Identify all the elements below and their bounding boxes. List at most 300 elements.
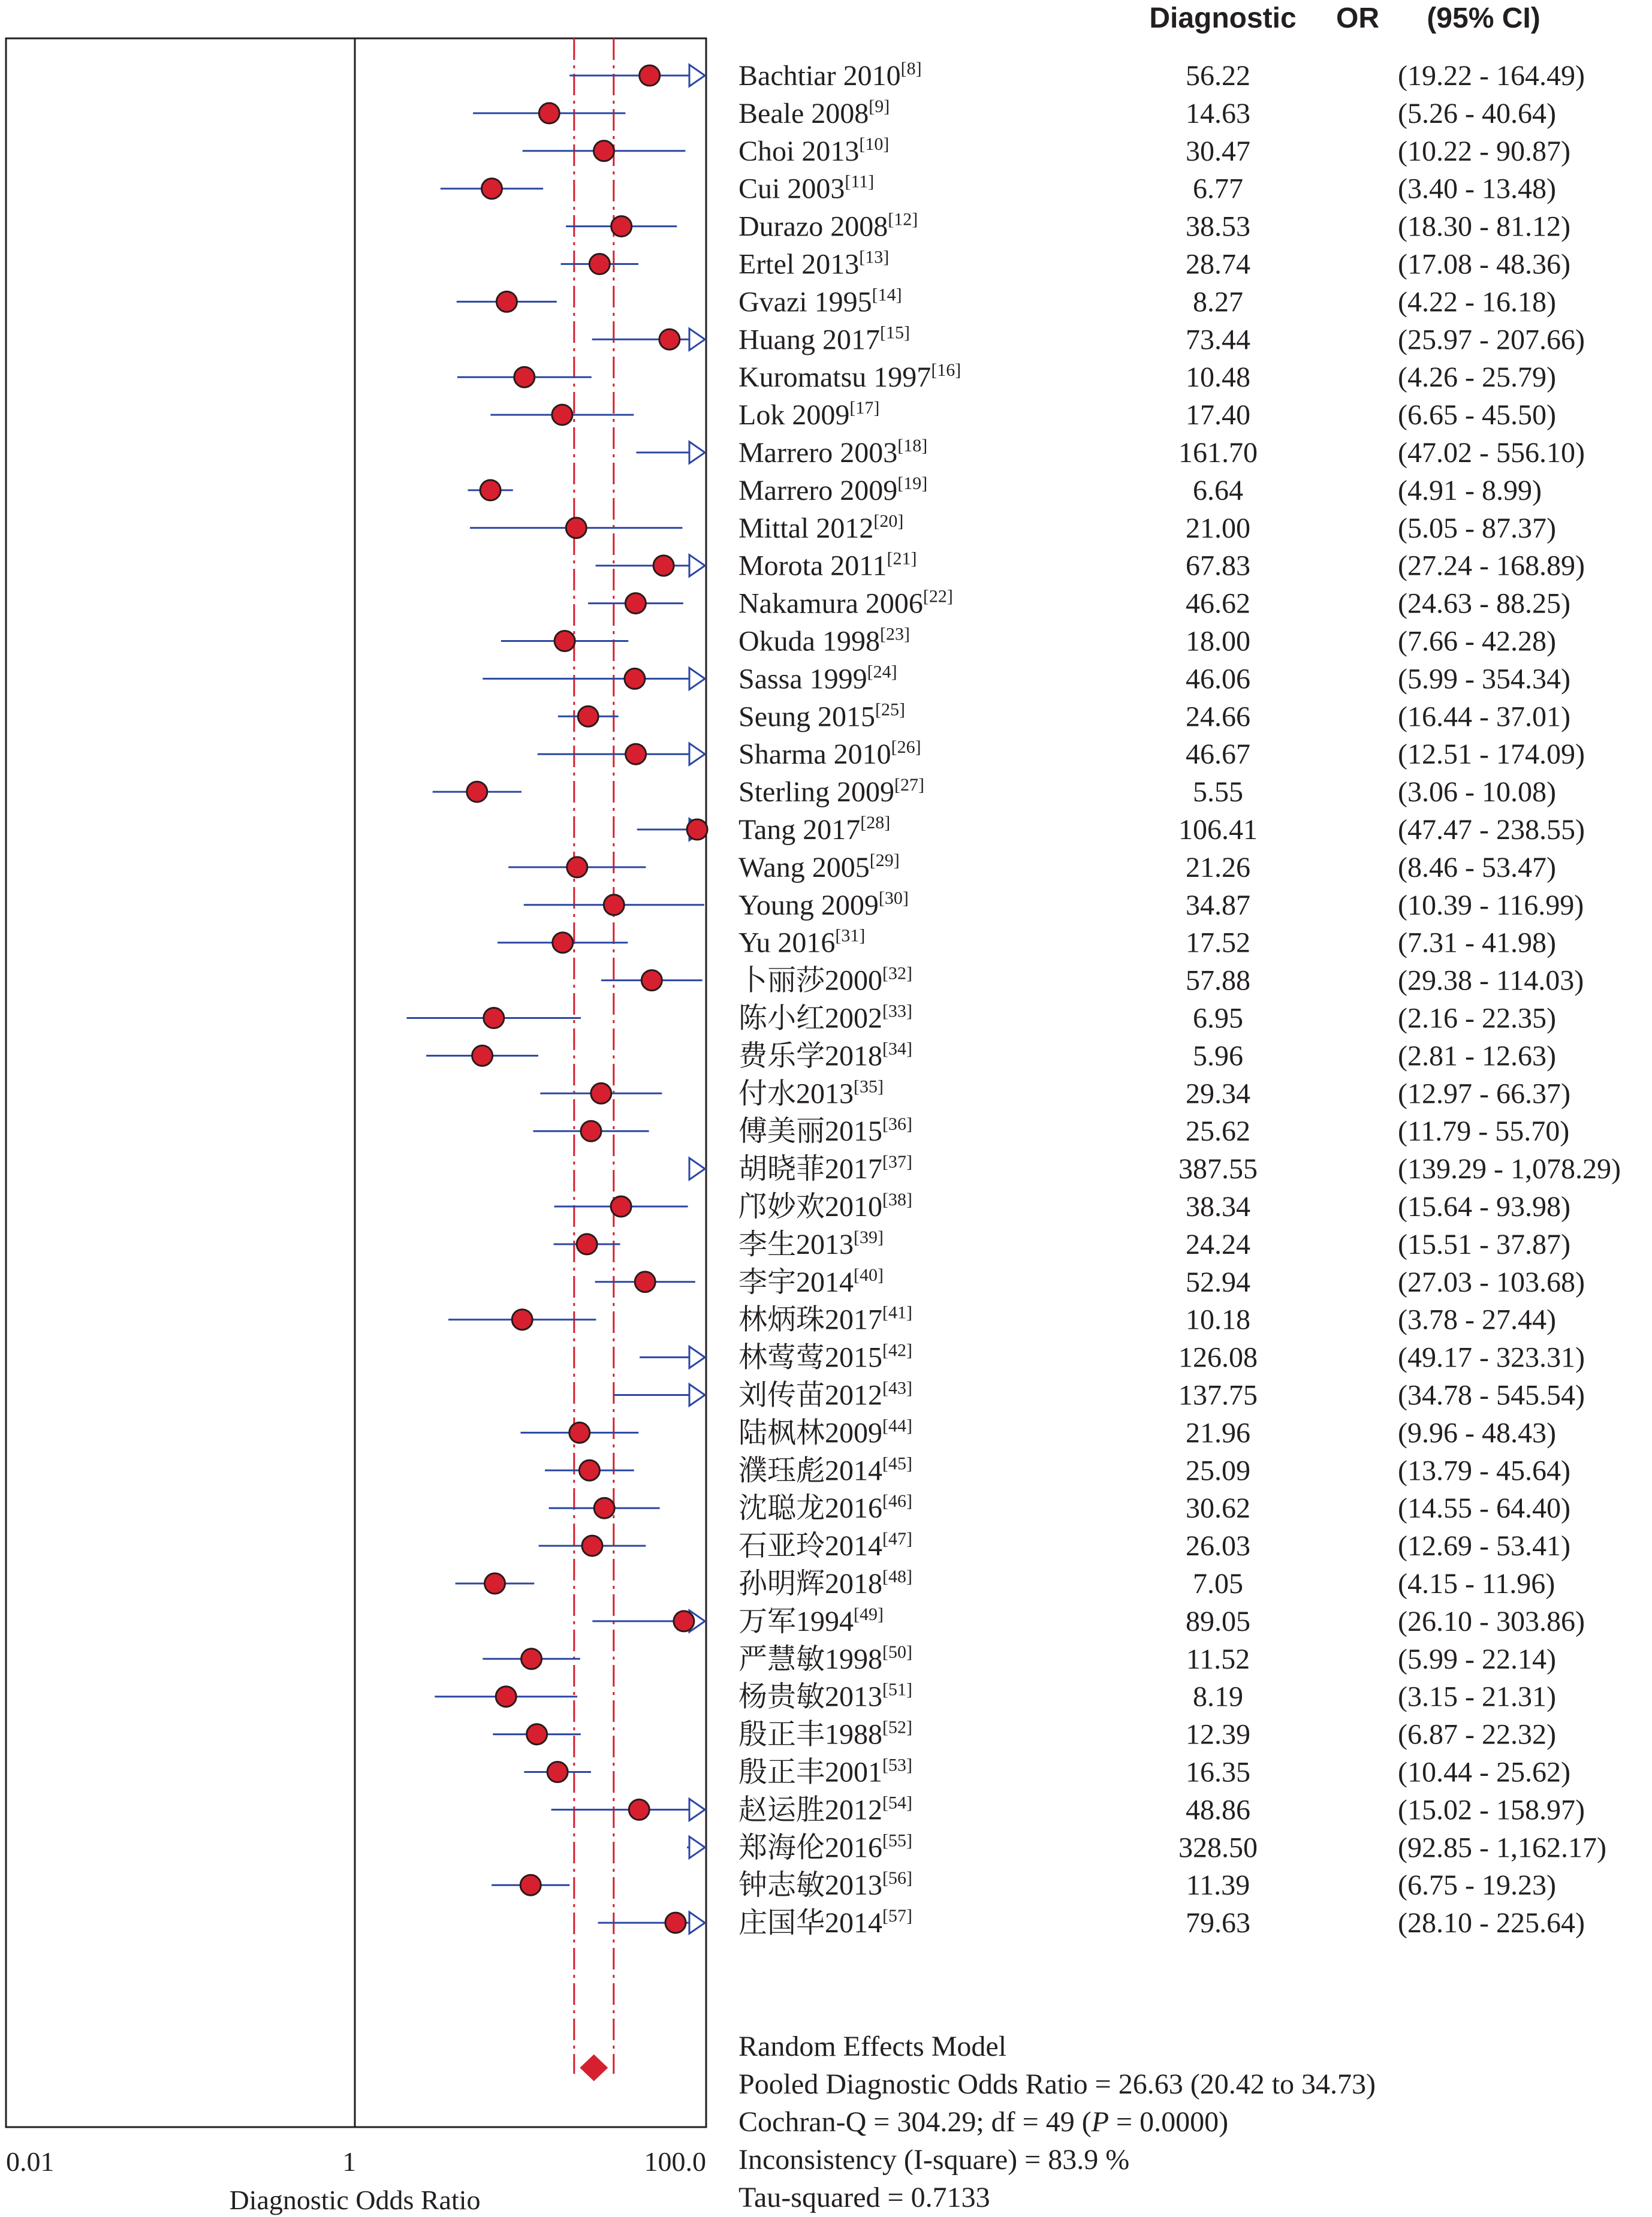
- study-row: [738, 322, 1585, 355]
- summary-pooled: Pooled Diagnostic Odds Ratio = 26.63 (20.42 to 34.73): [738, 2068, 1376, 2100]
- study-reference: [54]: [882, 1793, 912, 1813]
- study-row: [738, 775, 1556, 808]
- study-row: [738, 1529, 1570, 1562]
- point-estimate: [569, 1422, 590, 1443]
- study-mark: [524, 1762, 591, 1782]
- header-ci: (95% CI): [1427, 2, 1541, 34]
- study-or: 21.96: [1186, 1417, 1250, 1449]
- study-ci: (4.22 - 16.18): [1398, 286, 1556, 318]
- study-ci: (14.55 - 64.40): [1398, 1492, 1570, 1525]
- ci-overflow-arrow: [689, 555, 705, 577]
- study-name: [738, 1379, 912, 1411]
- study-or: 48.86: [1186, 1794, 1250, 1826]
- study-ci: (15.51 - 37.87): [1398, 1228, 1570, 1260]
- study-or: 16.35: [1186, 1756, 1250, 1788]
- study-ci: (12.51 - 174.09): [1398, 738, 1585, 771]
- pooled-diamond: [581, 2055, 607, 2080]
- point-estimate: [591, 1083, 611, 1103]
- study-name: [738, 96, 890, 129]
- study-row: [738, 1416, 1556, 1449]
- study-name: [738, 1453, 912, 1486]
- study-row: [738, 587, 1570, 620]
- study-reference: [35]: [854, 1076, 884, 1097]
- study-name: [738, 1793, 912, 1826]
- study-reference: [57]: [882, 1906, 912, 1926]
- point-estimate: [553, 933, 573, 953]
- study-row: [738, 813, 1585, 846]
- study-name: [738, 699, 905, 732]
- study-or: 52.94: [1186, 1266, 1250, 1298]
- study-name: [738, 549, 917, 582]
- study-mark: [492, 1875, 569, 1895]
- study-name: [738, 1114, 912, 1147]
- study-ci: (92.85 - 1,162.17): [1398, 1832, 1606, 1864]
- summary-cochran-suffix: = 0.0000): [1109, 2106, 1229, 2138]
- header-diagnostic: Diagnostic: [1149, 2, 1297, 34]
- study-name-text: Lok 2009: [738, 399, 850, 432]
- study-name: [738, 210, 918, 243]
- study-name: [738, 134, 889, 167]
- study-ci: (17.08 - 48.36): [1398, 248, 1570, 280]
- study-row: [738, 964, 1584, 997]
- study-row: [738, 1491, 1570, 1524]
- ci-overflow-arrow: [689, 328, 705, 350]
- study-name: [738, 322, 910, 355]
- study-name-text: Wang 2005: [738, 851, 870, 883]
- study-reference: [22]: [923, 586, 953, 607]
- point-estimate: [582, 1536, 602, 1556]
- study-name: [738, 1567, 912, 1600]
- x-tick-label: 1: [342, 2146, 357, 2177]
- point-estimate: [496, 1687, 516, 1707]
- study-name: [738, 1002, 912, 1034]
- study-reference: [56]: [882, 1868, 912, 1889]
- study-name-text: 傅美丽2015: [738, 1115, 883, 1148]
- study-or: 106.41: [1178, 814, 1258, 846]
- study-or: 7.05: [1193, 1568, 1243, 1600]
- study-name: [738, 1265, 884, 1298]
- study-reference: [11]: [845, 171, 875, 192]
- study-reference: [20]: [873, 511, 904, 531]
- study-mark: [588, 593, 683, 614]
- study-name: [738, 850, 900, 883]
- study-mark: [549, 1498, 660, 1518]
- study-or: 18.00: [1186, 625, 1250, 657]
- x-tick-label: 0.01: [6, 2146, 55, 2177]
- study-ci: (25.97 - 207.66): [1398, 324, 1585, 356]
- study-mark: [501, 631, 629, 651]
- study-name: [738, 473, 927, 506]
- study-reference: [21]: [887, 548, 917, 569]
- study-row: [738, 1718, 1556, 1751]
- study-reference: [44]: [882, 1416, 912, 1436]
- study-name-text: 邝妙欢2010: [738, 1191, 883, 1223]
- point-estimate: [640, 65, 660, 86]
- study-name-text: Sassa 1999: [738, 663, 867, 695]
- ci-overflow-arrow: [689, 668, 705, 689]
- x-axis: [6, 2146, 706, 2215]
- study-ci: (8.46 - 53.47): [1398, 851, 1556, 883]
- study-or: 6.77: [1193, 173, 1243, 205]
- study-ci: (6.87 - 22.32): [1398, 1718, 1556, 1751]
- study-name-text: 石亚玲2014: [738, 1530, 883, 1563]
- study-or: 46.62: [1186, 587, 1250, 620]
- study-name-text: 陈小红2002: [738, 1002, 883, 1034]
- point-estimate: [581, 1121, 601, 1141]
- study-mark: [441, 179, 543, 199]
- point-estimate: [635, 1272, 655, 1292]
- study-name: [738, 888, 909, 921]
- study-ci: (12.97 - 66.37): [1398, 1078, 1570, 1110]
- study-or: 11.39: [1186, 1869, 1250, 1902]
- study-mark: [561, 254, 638, 275]
- point-estimate: [566, 518, 586, 538]
- study-or: 126.08: [1178, 1341, 1258, 1374]
- study-or: 14.63: [1186, 97, 1250, 129]
- study-or: 89.05: [1186, 1605, 1250, 1637]
- study-name: [738, 1227, 884, 1260]
- study-name-text: 林炳珠2017: [738, 1304, 883, 1336]
- study-name: [738, 1303, 912, 1336]
- study-reference: [27]: [894, 775, 924, 795]
- study-reference: [36]: [882, 1114, 912, 1135]
- study-name: [738, 398, 879, 431]
- study-mark: [569, 65, 705, 86]
- point-estimate: [485, 1573, 505, 1594]
- study-ci: (9.96 - 48.43): [1398, 1417, 1556, 1449]
- study-ci: (2.81 - 12.63): [1398, 1040, 1556, 1072]
- study-or: 8.19: [1193, 1681, 1243, 1713]
- summary-statistics: [738, 2031, 1376, 2213]
- study-ci: (3.78 - 27.44): [1398, 1304, 1556, 1336]
- study-mark: [558, 706, 619, 726]
- point-estimate: [579, 1460, 599, 1480]
- study-or: 34.87: [1186, 889, 1250, 921]
- study-ci: (3.40 - 13.48): [1398, 173, 1556, 205]
- study-row: [738, 699, 1570, 732]
- point-estimate: [521, 1649, 542, 1669]
- study-name: [738, 1491, 912, 1524]
- study-reference: [30]: [878, 888, 909, 908]
- point-estimate: [520, 1875, 541, 1895]
- column-header: [1149, 2, 1540, 34]
- summary-model: Random Effects Model: [738, 2031, 1007, 2062]
- study-reference: [45]: [882, 1453, 912, 1474]
- study-reference: [53]: [882, 1755, 912, 1775]
- study-name: [738, 625, 910, 657]
- study-name-text: Morota 2011: [738, 550, 887, 582]
- study-name-text: 赵运胜2012: [738, 1794, 883, 1826]
- study-row: [738, 1114, 1569, 1147]
- study-mark: [483, 1649, 580, 1669]
- study-mark: [637, 442, 706, 463]
- study-name: [738, 1190, 912, 1223]
- study-ci: (18.30 - 81.12): [1398, 210, 1570, 243]
- study-name: [738, 1718, 912, 1751]
- study-reference: [12]: [888, 209, 918, 230]
- study-ci: (26.10 - 303.86): [1398, 1605, 1585, 1637]
- study-reference: [43]: [882, 1378, 912, 1398]
- study-reference: [13]: [859, 247, 890, 267]
- point-estimate: [641, 970, 662, 991]
- study-name: [738, 436, 927, 469]
- study-reference: [51]: [882, 1679, 912, 1700]
- summary-cochran: [738, 2106, 1228, 2138]
- study-row: [738, 1341, 1585, 1374]
- study-name-text: 郑海伦2016: [738, 1832, 883, 1864]
- study-or: 25.09: [1186, 1455, 1250, 1487]
- study-name-text: Sterling 2009: [738, 776, 894, 809]
- point-estimate: [547, 1762, 568, 1782]
- study-row: [738, 1303, 1556, 1336]
- study-reference: [55]: [882, 1830, 912, 1851]
- point-estimate: [665, 1913, 686, 1933]
- point-estimate: [625, 593, 646, 614]
- point-estimate: [480, 480, 501, 500]
- study-row: [738, 1190, 1570, 1223]
- x-axis-title: Diagnostic Odds Ratio: [229, 2185, 481, 2215]
- study-name-text: Sharma 2010: [738, 738, 891, 771]
- study-mark: [566, 216, 677, 237]
- study-name-text: Kuromatsu 1997: [738, 361, 931, 394]
- study-reference: [38]: [882, 1190, 912, 1209]
- point-estimate: [674, 1611, 694, 1631]
- study-or: 30.47: [1186, 135, 1250, 167]
- summary-tau: Tau-squared = 0.7133: [738, 2182, 990, 2213]
- study-or: 28.74: [1186, 248, 1250, 280]
- study-name: [738, 1868, 912, 1901]
- study-name-text: Ertel 2013: [738, 248, 860, 280]
- study-or: 57.88: [1186, 964, 1250, 997]
- study-mark: [614, 1385, 705, 1406]
- study-or: 161.70: [1178, 437, 1258, 469]
- study-reference: [28]: [860, 813, 891, 832]
- study-name: [738, 587, 953, 620]
- point-estimate: [611, 216, 632, 237]
- study-table: [738, 59, 1621, 1939]
- study-reference: [8]: [900, 59, 922, 79]
- ci-overflow-arrow: [689, 1158, 705, 1180]
- study-or: 10.18: [1186, 1304, 1250, 1336]
- study-reference: [9]: [869, 96, 890, 116]
- study-mark: [687, 1836, 705, 1858]
- study-reference: [32]: [882, 963, 912, 984]
- study-ci: (4.15 - 11.96): [1398, 1568, 1555, 1600]
- study-reference: [15]: [879, 322, 910, 343]
- study-name: [738, 1642, 912, 1675]
- study-name-text: 费乐学2018: [738, 1040, 883, 1072]
- study-mark: [592, 1610, 705, 1632]
- study-reference: [39]: [854, 1227, 884, 1247]
- study-mark: [468, 480, 513, 500]
- study-name-text: Nakamura 2006: [738, 587, 923, 620]
- study-ci: (2.16 - 22.35): [1398, 1002, 1556, 1034]
- study-or: 6.64: [1193, 474, 1243, 506]
- study-reference: [25]: [875, 699, 905, 720]
- study-or: 11.52: [1186, 1643, 1250, 1675]
- study-reference: [26]: [891, 737, 921, 758]
- study-name: [738, 1755, 912, 1788]
- study-row: [738, 1152, 1621, 1185]
- study-row: [738, 1868, 1556, 1901]
- study-row: [738, 1039, 1556, 1072]
- study-or: 21.00: [1186, 512, 1250, 544]
- study-name: [738, 926, 865, 959]
- study-name: [738, 1680, 912, 1713]
- study-name-text: 刘传苗2012: [738, 1379, 883, 1411]
- ci-overflow-arrow: [689, 1385, 705, 1406]
- study-ci: (11.79 - 55.70): [1398, 1115, 1570, 1148]
- study-row: [738, 1906, 1585, 1939]
- study-name-text: 殷正丰2001: [738, 1756, 883, 1788]
- x-tick-label: 100.0: [644, 2146, 706, 2177]
- study-name-text: Yu 2016: [738, 927, 836, 959]
- study-name-text: Cui 2003: [738, 173, 845, 205]
- study-name-text: Gvazi 1995: [738, 286, 872, 318]
- study-or: 5.96: [1193, 1040, 1243, 1072]
- study-name-text: Marrero 2009: [738, 474, 898, 506]
- point-estimate: [611, 1196, 631, 1217]
- study-mark: [539, 1536, 646, 1556]
- ci-overflow-arrow: [689, 65, 705, 86]
- study-or: 6.95: [1193, 1002, 1243, 1034]
- study-reference: [48]: [882, 1567, 912, 1586]
- study-name: [738, 1830, 912, 1863]
- study-mark: [433, 782, 521, 802]
- study-name: [738, 172, 874, 205]
- study-ci: (10.44 - 25.62): [1398, 1756, 1570, 1788]
- point-estimate: [484, 1008, 504, 1028]
- point-estimate: [577, 1234, 597, 1254]
- study-row: [738, 1604, 1585, 1637]
- study-reference: [19]: [897, 473, 928, 493]
- ci-overflow-arrow: [689, 1836, 705, 1858]
- study-or: 387.55: [1178, 1153, 1258, 1186]
- study-or: 26.03: [1186, 1530, 1250, 1563]
- study-reference: [41]: [882, 1302, 912, 1323]
- study-row: [738, 1379, 1585, 1411]
- study-or: 10.48: [1186, 361, 1250, 394]
- study-ci: (34.78 - 545.54): [1398, 1379, 1585, 1411]
- study-name-text: 杨贵敏2013: [738, 1681, 883, 1713]
- study-name: [738, 1039, 912, 1072]
- study-or: 46.06: [1186, 663, 1250, 695]
- study-row: [738, 662, 1570, 695]
- study-ci: (7.31 - 41.98): [1398, 927, 1556, 959]
- study-mark: [521, 1422, 639, 1443]
- study-reference: [34]: [882, 1039, 912, 1059]
- study-row: [738, 1793, 1585, 1826]
- point-estimate: [589, 254, 610, 275]
- point-estimate: [567, 857, 587, 877]
- study-name-text: Young 2009: [738, 889, 879, 921]
- study-mark: [508, 857, 646, 877]
- point-estimate: [554, 631, 575, 651]
- study-ci: (24.63 - 88.25): [1398, 587, 1570, 620]
- ci-overflow-arrow: [689, 743, 705, 765]
- study-name: [738, 1604, 884, 1637]
- study-ci: (4.91 - 8.99): [1398, 474, 1542, 506]
- point-estimate: [659, 329, 680, 349]
- study-ci: (7.66 - 42.28): [1398, 625, 1556, 657]
- plot-area: [6, 38, 707, 2127]
- study-row: [738, 473, 1542, 506]
- study-mark: [689, 1158, 706, 1180]
- study-name-text: Mittal 2012: [738, 512, 874, 544]
- study-ci: (29.38 - 114.03): [1398, 964, 1584, 997]
- study-row: [738, 1755, 1570, 1788]
- ci-overflow-arrow: [689, 442, 705, 463]
- summary-cochran-prefix: Cochran-Q = 304.29; df = 49 (: [738, 2106, 1092, 2138]
- study-row: [738, 1227, 1570, 1260]
- study-reference: [18]: [897, 436, 928, 456]
- point-estimate: [512, 1310, 532, 1330]
- study-name-text: 万军1994: [738, 1605, 854, 1637]
- study-row: [738, 436, 1585, 469]
- ci-overflow-arrow: [689, 1912, 705, 1934]
- study-mark: [595, 1272, 695, 1292]
- ci-overflow-arrow: [689, 1799, 705, 1820]
- study-row: [738, 248, 1570, 280]
- summary-inconsistency: Inconsistency (I-square) = 83.9 %: [738, 2144, 1130, 2176]
- study-or: 29.34: [1186, 1078, 1250, 1110]
- study-or: 328.50: [1178, 1832, 1258, 1864]
- study-row: [738, 210, 1570, 243]
- study-name: [738, 662, 897, 695]
- study-reference: [29]: [869, 850, 900, 870]
- study-mark: [592, 328, 705, 350]
- study-mark: [470, 518, 683, 538]
- study-reference: [23]: [879, 624, 910, 644]
- point-estimate: [467, 782, 487, 802]
- study-reference: [52]: [882, 1717, 912, 1738]
- study-name-text: Huang 2017: [738, 324, 880, 356]
- study-or: 30.62: [1186, 1492, 1250, 1525]
- study-name-text: 林莺莺2015: [738, 1341, 883, 1374]
- study-mark: [457, 291, 557, 312]
- x-tick-labels: [6, 2146, 706, 2177]
- study-ci: (5.99 - 22.14): [1398, 1643, 1556, 1675]
- study-mark: [473, 103, 625, 123]
- study-row: [738, 285, 1556, 318]
- study-row: [738, 96, 1556, 129]
- study-name: [738, 813, 890, 846]
- study-ci: (12.69 - 53.41): [1398, 1530, 1570, 1563]
- study-marks: [406, 65, 707, 1934]
- point-estimate: [653, 556, 674, 576]
- study-reference: [40]: [854, 1265, 884, 1285]
- study-row: [738, 625, 1556, 657]
- study-row: [738, 398, 1556, 431]
- study-or: 79.63: [1186, 1907, 1250, 1940]
- study-row: [738, 1076, 1570, 1109]
- study-name-text: 李宇2014: [738, 1266, 854, 1298]
- study-ci: (5.99 - 354.34): [1398, 663, 1570, 695]
- study-mark: [456, 1573, 535, 1594]
- study-name-text: Tang 2017: [738, 814, 861, 846]
- study-ci: (47.47 - 238.55): [1398, 814, 1585, 846]
- study-reference: [17]: [849, 398, 880, 418]
- study-mark: [596, 555, 705, 577]
- study-or: 38.34: [1186, 1191, 1250, 1223]
- study-mark: [435, 1687, 577, 1707]
- point-estimate: [482, 179, 502, 199]
- study-name-text: Bachtiar 2010: [738, 60, 901, 92]
- study-ci: (28.10 - 225.64): [1398, 1907, 1585, 1940]
- study-name-text: Durazo 2008: [738, 210, 888, 243]
- study-or: 25.62: [1186, 1115, 1250, 1148]
- point-estimate: [539, 103, 559, 123]
